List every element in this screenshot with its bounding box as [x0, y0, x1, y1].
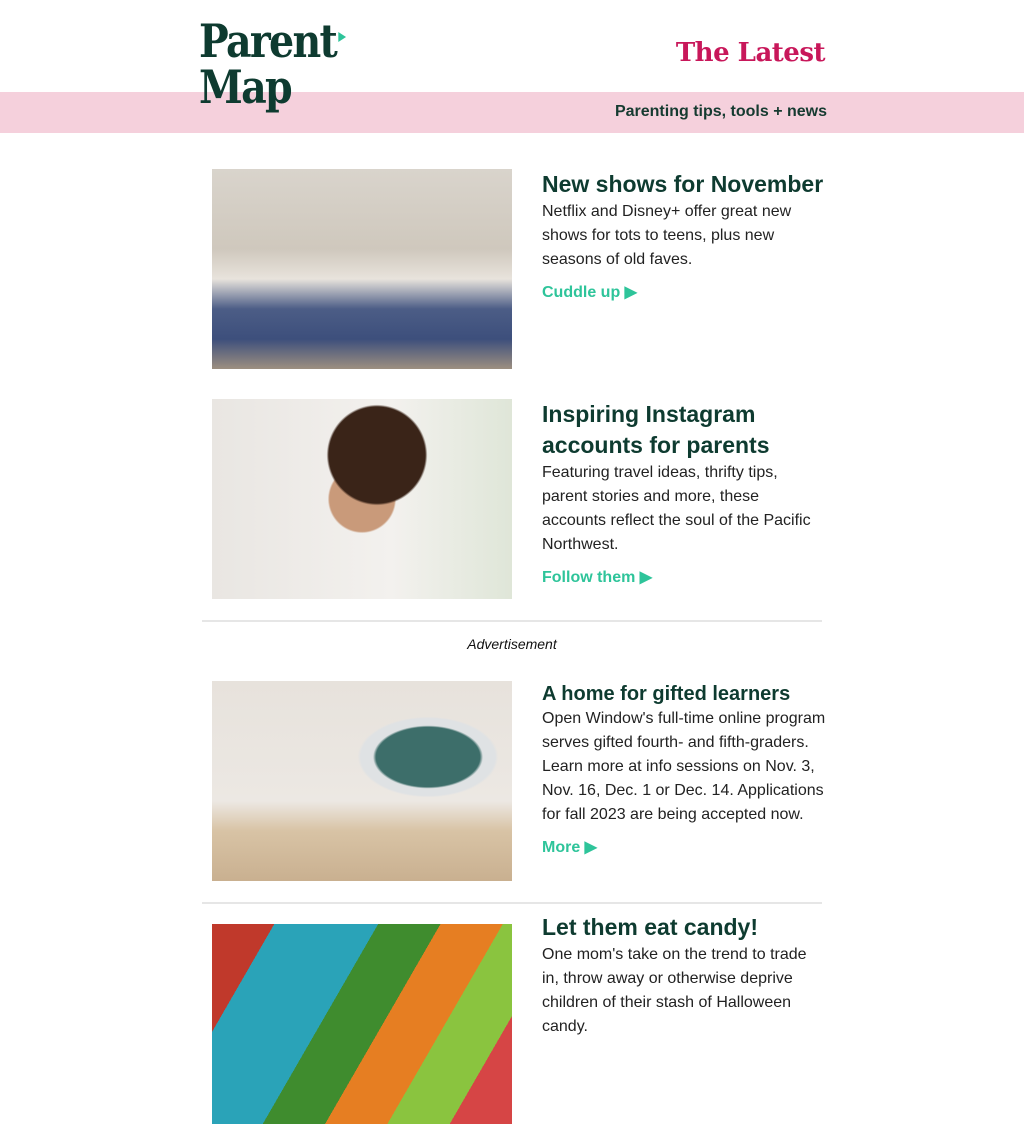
newsletter-title: The Latest — [675, 38, 825, 68]
divider — [202, 902, 822, 904]
article-image-mother-with-phone[interactable] — [212, 399, 512, 599]
advertisement-label: Advertisement — [467, 636, 557, 652]
article-body: Netflix and Disney+ offer great new shows for tots to teens, plus new seasons of old faves. — [542, 203, 792, 268]
article-body: Featuring travel ideas, thrifty tips, parent stories and more, these accounts reflect the soul of the Pacific Northwest. — [542, 464, 811, 553]
tagline-band — [0, 92, 1024, 133]
article-image-halloween-candy[interactable] — [212, 924, 512, 1124]
article-body: One mom's take on the trend to trade in, throw away or otherwise deprive children of their stash of Halloween candy. — [542, 946, 807, 1035]
logo-triangle-icon — [338, 32, 346, 42]
parentmap-logo[interactable] — [199, 14, 337, 114]
article-title[interactable]: Inspiring Instagram accounts for parents — [542, 401, 770, 458]
logo-line1: Parent — [199, 14, 337, 68]
divider — [202, 620, 822, 622]
article-body: Open Window's full-time online program serves gifted fourth- and fifth-graders. Learn more at info sessions on Nov. 3, Nov. 16, Dec. 1 or Dec. 14. Applications for fall 2023 are being accepted now. — [542, 710, 826, 823]
cta-link[interactable]: Follow them ▶ — [542, 569, 653, 586]
logo-line2: Map — [199, 60, 291, 114]
cta-link[interactable]: Cuddle up ▶ — [542, 284, 637, 301]
tagline: Parenting tips, tools + news — [614, 103, 827, 120]
article-title[interactable]: Let them eat candy! — [542, 914, 758, 940]
article-image-family-watching-tv[interactable] — [212, 169, 512, 369]
article-image-child-online-class[interactable] — [212, 681, 512, 881]
article-title[interactable]: A home for gifted learners — [542, 683, 791, 705]
cta-link[interactable]: More ▶ — [542, 839, 597, 856]
article-title[interactable]: New shows for November — [542, 171, 824, 197]
